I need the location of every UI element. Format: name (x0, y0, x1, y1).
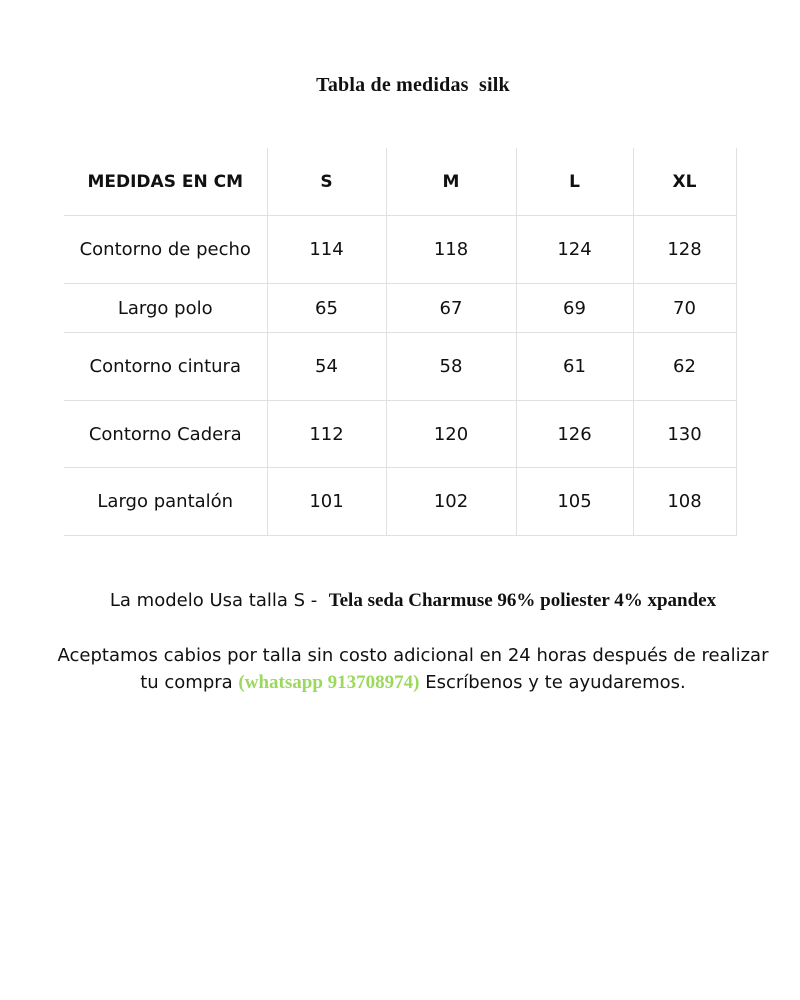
header-size-xl: XL (633, 148, 736, 216)
model-size-text: La modelo Usa talla S - (109, 590, 329, 611)
cell-value: 114 (267, 216, 386, 284)
cell-value: 108 (633, 468, 736, 536)
table-row (64, 284, 736, 333)
row-label: Largo polo (64, 284, 267, 333)
cell-value: 54 (267, 333, 386, 401)
row-label: Contorno cintura (64, 333, 267, 401)
cell-value: 118 (386, 216, 516, 284)
header-measurements: MEDIDAS EN CM (64, 148, 267, 216)
policy-line-2 (0, 669, 800, 696)
row-label: Contorno de pecho (64, 216, 267, 284)
model-info (0, 590, 800, 612)
table-row (64, 216, 736, 284)
cell-value: 120 (386, 401, 516, 468)
policy-line-1: Aceptamos cabios por talla sin costo adicional en 24 horas después de realizar (57, 645, 769, 666)
cell-value: 69 (516, 284, 633, 333)
header-size-s: S (267, 148, 386, 216)
row-label: Largo pantalón (64, 468, 267, 536)
cell-value: 112 (267, 401, 386, 468)
exchange-policy (0, 642, 800, 696)
fabric-composition: Tela seda Charmuse 96% poliester 4% xpandex (328, 590, 717, 611)
cell-value: 67 (386, 284, 516, 333)
cell-value: 70 (633, 284, 736, 333)
cell-value: 61 (516, 333, 633, 401)
whatsapp-link[interactable]: (whatsapp 913708974) (238, 672, 420, 693)
cell-value: 124 (516, 216, 633, 284)
table-row (64, 468, 736, 536)
cell-value: 128 (633, 216, 736, 284)
cell-value: 102 (386, 468, 516, 536)
cell-value: 62 (633, 333, 736, 401)
header-size-m: M (386, 148, 516, 216)
table-row (64, 333, 736, 401)
row-label: Contorno Cadera (64, 401, 267, 468)
header-size-l: L (516, 148, 633, 216)
policy-suffix: Escríbenos y te ayudaremos. (419, 672, 686, 693)
table-row (64, 401, 736, 468)
cell-value: 101 (267, 468, 386, 536)
page-title: Tabla de medidas silk (316, 74, 510, 96)
table-header-row (64, 148, 736, 216)
size-chart-table (64, 148, 737, 536)
cell-value: 130 (633, 401, 736, 468)
cell-value: 65 (267, 284, 386, 333)
cell-value: 58 (386, 333, 516, 401)
cell-value: 105 (516, 468, 633, 536)
policy-prefix: tu compra (140, 672, 239, 693)
cell-value: 126 (516, 401, 633, 468)
